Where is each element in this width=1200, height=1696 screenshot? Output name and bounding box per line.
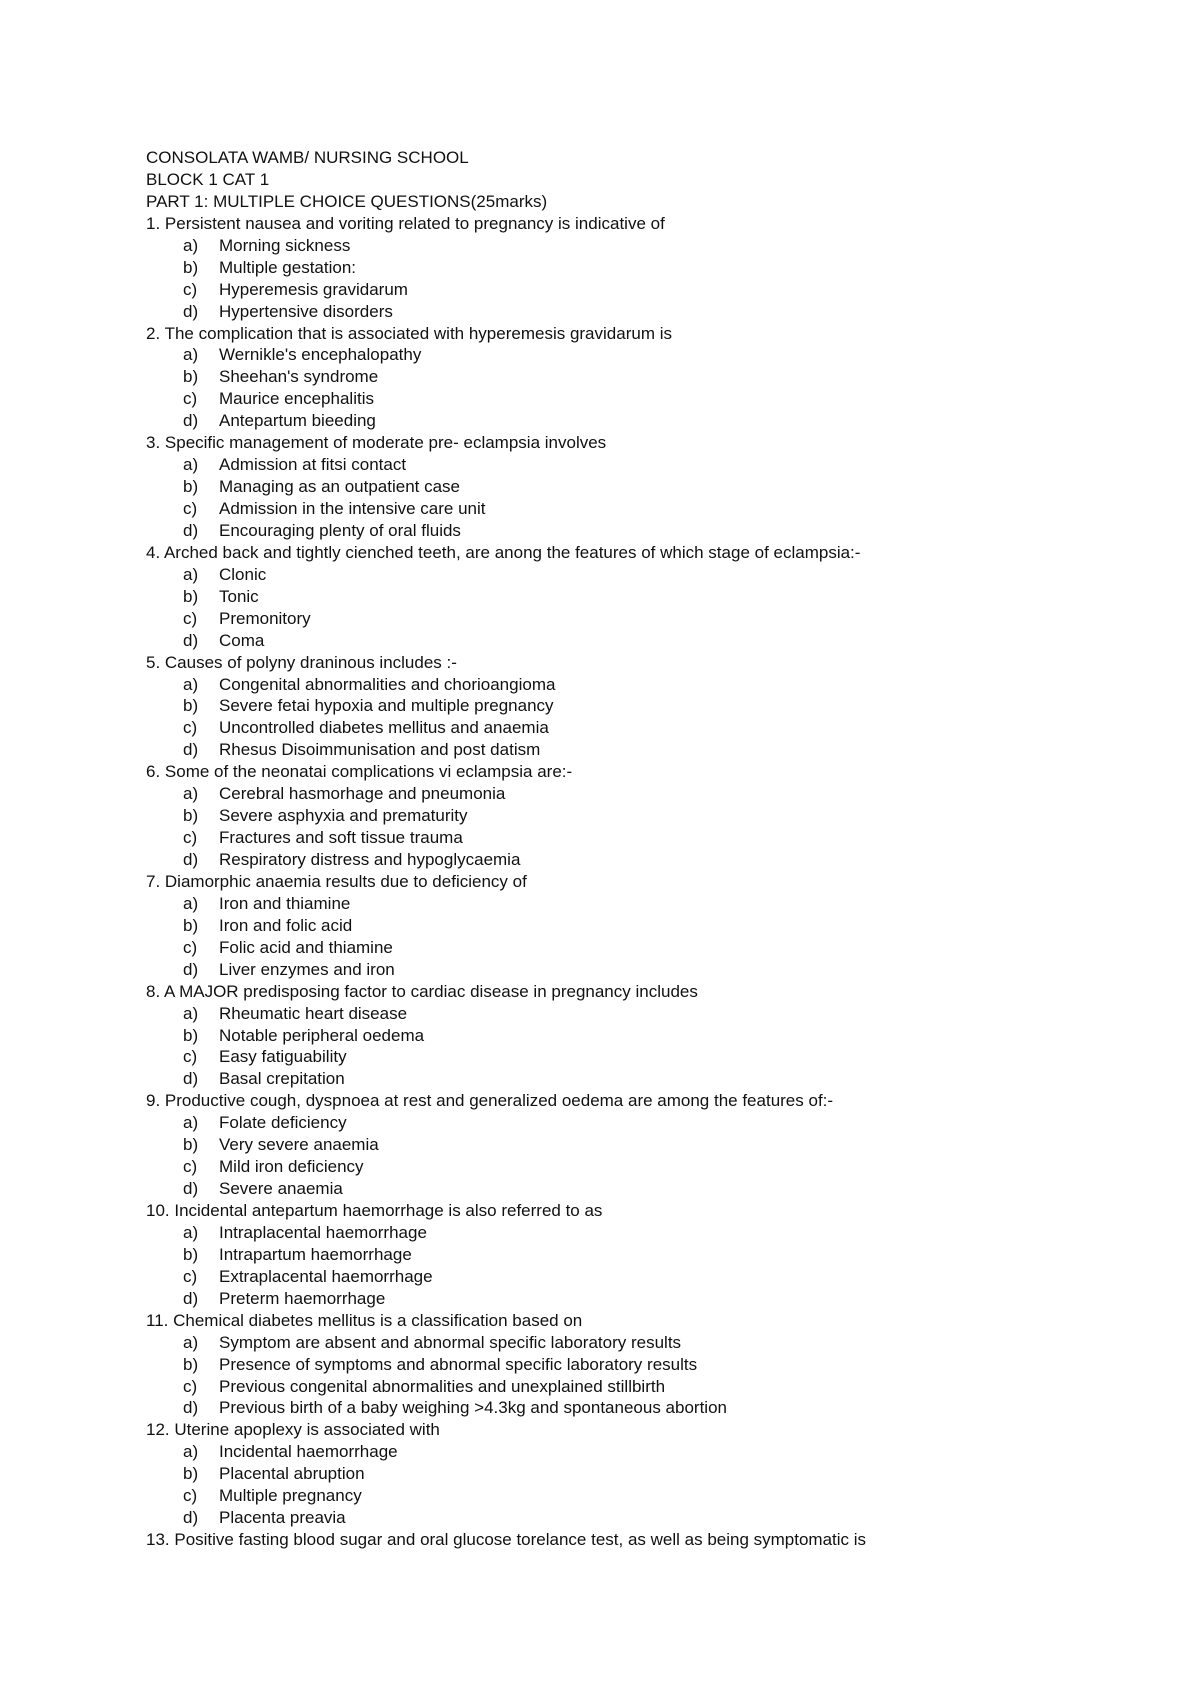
option-text: Morning sickness xyxy=(219,235,351,255)
answer-option xyxy=(146,520,1146,542)
option-text: Folate deficiency xyxy=(219,1113,347,1133)
answer-option xyxy=(146,893,1146,915)
answer-option xyxy=(146,586,1146,608)
option-letter: d) xyxy=(183,301,199,321)
option-letter: c) xyxy=(183,1047,198,1067)
option-letter: b) xyxy=(183,1135,199,1155)
answer-option xyxy=(146,1463,1146,1485)
option-letter: d) xyxy=(183,1179,199,1199)
answer-option xyxy=(146,1003,1146,1025)
answer-option xyxy=(146,717,1146,739)
option-letter: c) xyxy=(183,1157,198,1177)
option-text: Uncontrolled diabetes mellitus and anaemia xyxy=(219,718,549,738)
option-letter: d) xyxy=(183,850,199,869)
option-text: Previous birth of a baby weighing >4.3kg and spontaneous abortion xyxy=(219,1398,727,1418)
school-name: CONSOLATA WAMB/ NURSING SCHOOL xyxy=(146,148,469,167)
question-item xyxy=(146,432,1146,542)
answer-option xyxy=(146,1376,1146,1398)
option-text: Severe anaemia xyxy=(219,1179,343,1199)
question-item xyxy=(146,761,1146,871)
question-list xyxy=(146,213,1146,1551)
answer-option xyxy=(146,1178,1146,1200)
option-letter: c) xyxy=(183,718,198,738)
answer-option xyxy=(146,1485,1146,1507)
option-text: Rhesus Disoimmunisation and post datism xyxy=(219,740,541,760)
option-text: Antepartum bieeding xyxy=(219,411,376,431)
option-letter: b) xyxy=(183,915,199,935)
part-title: PART 1: MULTIPLE CHOICE QUESTIONS(25marks) xyxy=(146,191,548,211)
option-text: Extraplacental haemorrhage xyxy=(219,1266,433,1286)
option-text: Wernikle's encephalopathy xyxy=(219,345,422,365)
answer-option xyxy=(146,454,1146,476)
answer-option xyxy=(146,235,1146,257)
option-letter: d) xyxy=(183,959,199,979)
answer-option xyxy=(146,1266,1146,1288)
option-text: Admission at fitsi contact xyxy=(219,455,407,475)
option-letter: b) xyxy=(183,1025,199,1045)
option-text: Intraplacental haemorrhage xyxy=(219,1222,427,1242)
option-text: Notable peripheral oedema xyxy=(219,1025,425,1045)
question-text: 7. Diamorphic anaemia results due to deficiency of xyxy=(146,871,527,891)
question-text: 13. Positive fasting blood sugar and oral glucose torelance test, as well as being symptomatic is xyxy=(146,1530,867,1550)
option-text: Coma xyxy=(219,630,265,650)
option-text: Very severe anaemia xyxy=(219,1135,379,1155)
exam-document xyxy=(146,147,1146,1551)
answer-option xyxy=(146,1397,1146,1419)
answer-option xyxy=(146,1507,1146,1529)
question-text: 8. A MAJOR predisposing factor to cardiac disease in pregnancy includes xyxy=(146,981,698,1001)
question-text: 3. Specific management of moderate pre- eclampsia involves xyxy=(146,433,607,453)
question-text: 6. Some of the neonatai complications vi eclampsia are:- xyxy=(146,762,573,782)
option-text: Iron and thiamine xyxy=(219,893,351,913)
question-text: 5. Causes of polyny draninous includes :- xyxy=(146,652,457,672)
option-text: Placental abruption xyxy=(219,1464,365,1484)
question-text: 10. Incidental antepartum haemorrhage is also referred to as xyxy=(146,1201,603,1220)
option-text: Placenta preavia xyxy=(219,1508,346,1528)
answer-option xyxy=(146,630,1146,652)
answer-option xyxy=(146,849,1146,871)
option-letter: b) xyxy=(183,696,199,716)
option-text: Severe fetai hypoxia and multiple pregnancy xyxy=(219,696,554,716)
question-text: 12. Uterine apoplexy is associated with xyxy=(146,1420,440,1440)
option-letter: d) xyxy=(183,740,199,760)
answer-option xyxy=(146,805,1146,827)
option-text: Clonic xyxy=(219,564,267,584)
option-letter: c) xyxy=(183,1376,198,1396)
option-letter: d) xyxy=(183,1069,199,1089)
answer-option xyxy=(146,937,1146,959)
option-letter: b) xyxy=(183,257,199,277)
option-letter: b) xyxy=(183,367,199,387)
option-text: Multiple gestation: xyxy=(219,257,357,277)
option-letter: c) xyxy=(183,1486,198,1506)
answer-option xyxy=(146,608,1146,630)
answer-option xyxy=(146,915,1146,937)
option-letter: a) xyxy=(183,564,199,584)
answer-option xyxy=(146,827,1146,849)
option-letter: b) xyxy=(183,586,199,606)
question-item xyxy=(146,1419,1146,1529)
answer-option xyxy=(146,1222,1146,1244)
option-text: Managing as an outpatient case xyxy=(219,477,461,497)
option-text: Respiratory distress and hypoglycaemia xyxy=(219,850,521,869)
answer-option xyxy=(146,1354,1146,1376)
option-text: Presence of symptoms and abnormal specific laboratory results xyxy=(219,1354,698,1374)
option-text: Multiple pregnancy xyxy=(219,1486,362,1506)
question-text: 9. Productive cough, dyspnoea at rest and generalized oedema are among the features of:- xyxy=(146,1091,834,1111)
option-text: Basal crepitation xyxy=(219,1069,345,1089)
option-text: Admission in the intensive care unit xyxy=(219,499,486,518)
answer-option xyxy=(146,695,1146,717)
answer-option xyxy=(146,783,1146,805)
question-item xyxy=(146,1090,1146,1200)
answer-option xyxy=(146,1441,1146,1463)
option-letter: a) xyxy=(183,784,199,804)
answer-option xyxy=(146,344,1146,366)
answer-option xyxy=(146,1156,1146,1178)
answer-option xyxy=(146,257,1146,279)
option-letter: d) xyxy=(183,1398,199,1418)
option-letter: c) xyxy=(183,937,198,957)
question-text: 2. The complication that is associated with hyperemesis gravidarum is xyxy=(146,323,672,343)
answer-option xyxy=(146,279,1146,301)
answer-option xyxy=(146,301,1146,323)
option-letter: a) xyxy=(183,1222,199,1242)
question-item xyxy=(146,1310,1146,1420)
option-text: Cerebral hasmorhage and pneumonia xyxy=(219,784,506,804)
question-item xyxy=(146,213,1146,323)
answer-option xyxy=(146,476,1146,498)
option-letter: a) xyxy=(183,674,199,694)
option-letter: a) xyxy=(183,345,199,365)
option-letter: a) xyxy=(183,235,199,255)
option-letter: a) xyxy=(183,1113,199,1133)
option-text: Congenital abnormalities and chorioangioma xyxy=(219,674,556,694)
option-text: Hyperemesis gravidarum xyxy=(219,279,408,299)
option-letter: d) xyxy=(183,520,199,540)
option-letter: d) xyxy=(183,630,199,650)
option-text: Mild iron deficiency xyxy=(219,1157,364,1177)
option-letter: d) xyxy=(183,1508,199,1528)
question-text: 4. Arched back and tightly cienched teeth, are anong the features of which stage of eclampsia:- xyxy=(146,542,861,562)
question-item xyxy=(146,323,1146,433)
answer-option xyxy=(146,1068,1146,1090)
option-letter: c) xyxy=(183,1266,198,1286)
option-text: Folic acid and thiamine xyxy=(219,937,393,957)
option-letter: a) xyxy=(183,1003,199,1023)
block-title: BLOCK 1 CAT 1 xyxy=(146,169,270,189)
answer-option xyxy=(146,1134,1146,1156)
option-text: Easy fatiguability xyxy=(219,1047,347,1067)
option-letter: b) xyxy=(183,1464,199,1484)
question-item xyxy=(146,871,1146,981)
option-text: Symptom are absent and abnormal specific laboratory results xyxy=(219,1332,682,1352)
answer-option xyxy=(146,1025,1146,1047)
answer-option xyxy=(146,674,1146,696)
answer-option xyxy=(146,366,1146,388)
answer-option xyxy=(146,1046,1146,1068)
question-item xyxy=(146,981,1146,1091)
answer-option xyxy=(146,410,1146,432)
option-letter: a) xyxy=(183,455,199,475)
option-letter: d) xyxy=(183,411,199,431)
option-letter: c) xyxy=(183,279,198,299)
question-item xyxy=(146,542,1146,652)
answer-option xyxy=(146,388,1146,410)
option-letter: c) xyxy=(183,499,198,518)
option-text: Incidental haemorrhage xyxy=(219,1442,398,1462)
option-text: Preterm haemorrhage xyxy=(219,1288,386,1308)
answer-option xyxy=(146,739,1146,761)
option-text: Hypertensive disorders xyxy=(219,301,393,321)
option-text: Fractures and soft tissue trauma xyxy=(219,828,463,848)
answer-option xyxy=(146,1288,1146,1310)
option-text: Iron and folic acid xyxy=(219,915,353,935)
option-text: Rheumatic heart disease xyxy=(219,1003,408,1023)
answer-option xyxy=(146,498,1146,520)
option-text: Encouraging plenty of oral fluids xyxy=(219,520,461,540)
option-letter: d) xyxy=(183,1288,199,1308)
question-text: 1. Persistent nausea and voriting related to pregnancy is indicative of xyxy=(146,213,665,233)
option-letter: c) xyxy=(183,389,198,409)
option-letter: a) xyxy=(183,1442,199,1462)
answer-option xyxy=(146,959,1146,981)
option-letter: c) xyxy=(183,608,198,628)
option-text: Premonitory xyxy=(219,608,311,628)
option-letter: a) xyxy=(183,1332,199,1352)
option-text: Liver enzymes and iron xyxy=(219,959,395,979)
option-text: Maurice encephalitis xyxy=(219,389,374,409)
option-text: Tonic xyxy=(219,586,259,606)
option-letter: b) xyxy=(183,1244,199,1264)
option-letter: b) xyxy=(183,477,199,497)
answer-option xyxy=(146,564,1146,586)
option-letter: c) xyxy=(183,828,198,848)
answer-option xyxy=(146,1244,1146,1266)
option-text: Sheehan's syndrome xyxy=(219,367,379,387)
answer-option xyxy=(146,1112,1146,1134)
option-letter: b) xyxy=(183,1354,199,1374)
option-letter: a) xyxy=(183,893,199,913)
question-item xyxy=(146,1529,1146,1551)
answer-option xyxy=(146,1332,1146,1354)
option-text: Severe asphyxia and prematurity xyxy=(219,806,468,826)
option-letter: b) xyxy=(183,806,199,826)
question-item xyxy=(146,1200,1146,1310)
option-text: Intrapartum haemorrhage xyxy=(219,1244,412,1264)
option-text: Previous congenital abnormalities and unexplained stillbirth xyxy=(219,1376,666,1396)
question-text: 11. Chemical diabetes mellitus is a classification based on xyxy=(146,1310,583,1330)
question-item xyxy=(146,652,1146,762)
